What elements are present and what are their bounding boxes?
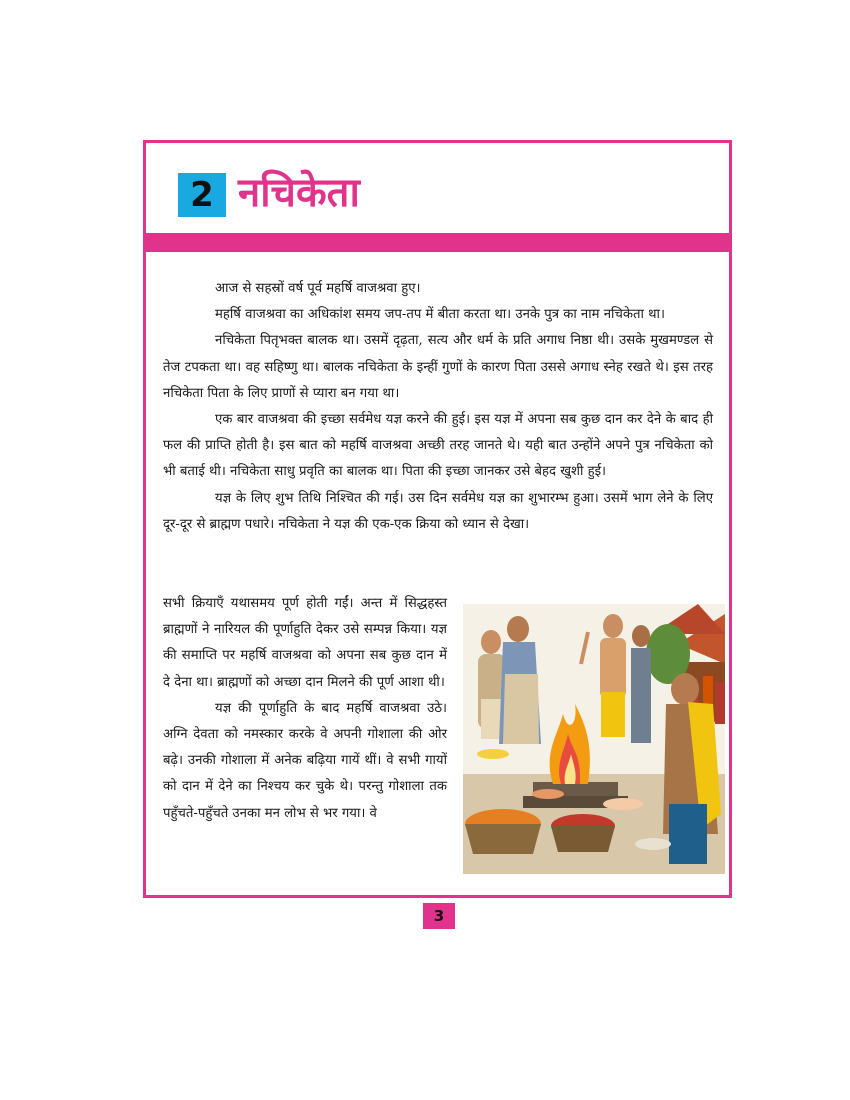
chapter-number: 2 <box>178 173 226 217</box>
page-number: 3 <box>423 903 455 929</box>
header-divider-band <box>146 233 729 252</box>
text-with-illustration <box>163 591 713 871</box>
yagya-illustration-drawing <box>463 604 725 874</box>
chapter-header <box>146 143 729 233</box>
side-text <box>163 591 447 827</box>
chapter-frame <box>143 140 732 898</box>
paragraph: एक बार वाजश्रवा की इच्छा सर्वमेध यज्ञ करने की हुई। इस यज्ञ में अपना सब कुछ दान कर देने के बाद ही फल की प्राप्ति होती है। इस बात को महर्षि वाजश्रवा अच्छी तरह जानते थे। यही बात उन्होंने अपने पुत्र नचिकेता को भी बताई थी। नचिकेता साधु प्रवृति का बालक था। पिता की इच्छा जानकर उसे बेहद खुशी हुई। <box>163 412 713 480</box>
paragraph: आज से सहस्रों वर्ष पूर्व महर्षि वाजश्रवा हुए। <box>215 281 421 296</box>
paragraph: यज्ञ के लिए शुभ तिथि निश्चित की गई। उस दिन सर्वमेध यज्ञ का शुभारम्भ हुआ। उसमें भाग लेने के लिए दूर-दूर से ब्राह्मण पधारे। नचिकेता ने यज्ञ की एक-एक क्रिया को ध्यान से देखा। <box>163 490 713 532</box>
yagya-illustration <box>463 604 725 874</box>
chapter-title: नचिकेता <box>238 170 360 216</box>
paragraph: सभी क्रियाएँ यथासमय पूर्ण होती गईं। अन्त में सिद्धहस्त ब्राह्मणों ने नारियल की पूर्णाहुति देकर उसे सम्पन्न किया। यज्ञ की समाप्ति पर महर्षि वाजश्रवा को अपना सब कुछ दान में दे देना था। ब्राह्मणों को अच्छा दान मिलने की पूर्ण आशा थी। <box>163 596 447 690</box>
paragraph: महर्षि वाजश्रवा का अधिकांश समय जप-तप में बीता करता था। उनके पुत्र का नाम नचिकेता था। <box>215 307 665 323</box>
paragraph: यज्ञ की पूर्णाहुति के बाद महर्षि वाजश्रवा उठे। अग्नि देवता को नमस्कार करके वे अपनी गोशाला की ओर बढ़े। उनकी गोशाला में अनेक बढ़िया गायें थीं। वे सभी गायों को दान में देने का निश्चय कर चुके थे। परन्तु गोशाला तक पहुँचते-पहुँचते उनका मन लोभ से भर गया। वे <box>163 700 447 821</box>
paragraph: नचिकेता पितृभक्त बालक था। उसमें दृढ़ता, सत्य और धर्म के प्रति अगाध निष्ठा थी। उसके मुखमण्डल से तेज टपकता था। वह सहिष्णु था। बालक नचिकेता के इन्हीं गुणों के कारण पिता उससे अगाध स्नेह रखते थे। इस तरह नचिकेता पिता के लिए प्राणों से प्यारा बन गया था। <box>163 333 713 401</box>
chapter-body <box>163 276 713 538</box>
